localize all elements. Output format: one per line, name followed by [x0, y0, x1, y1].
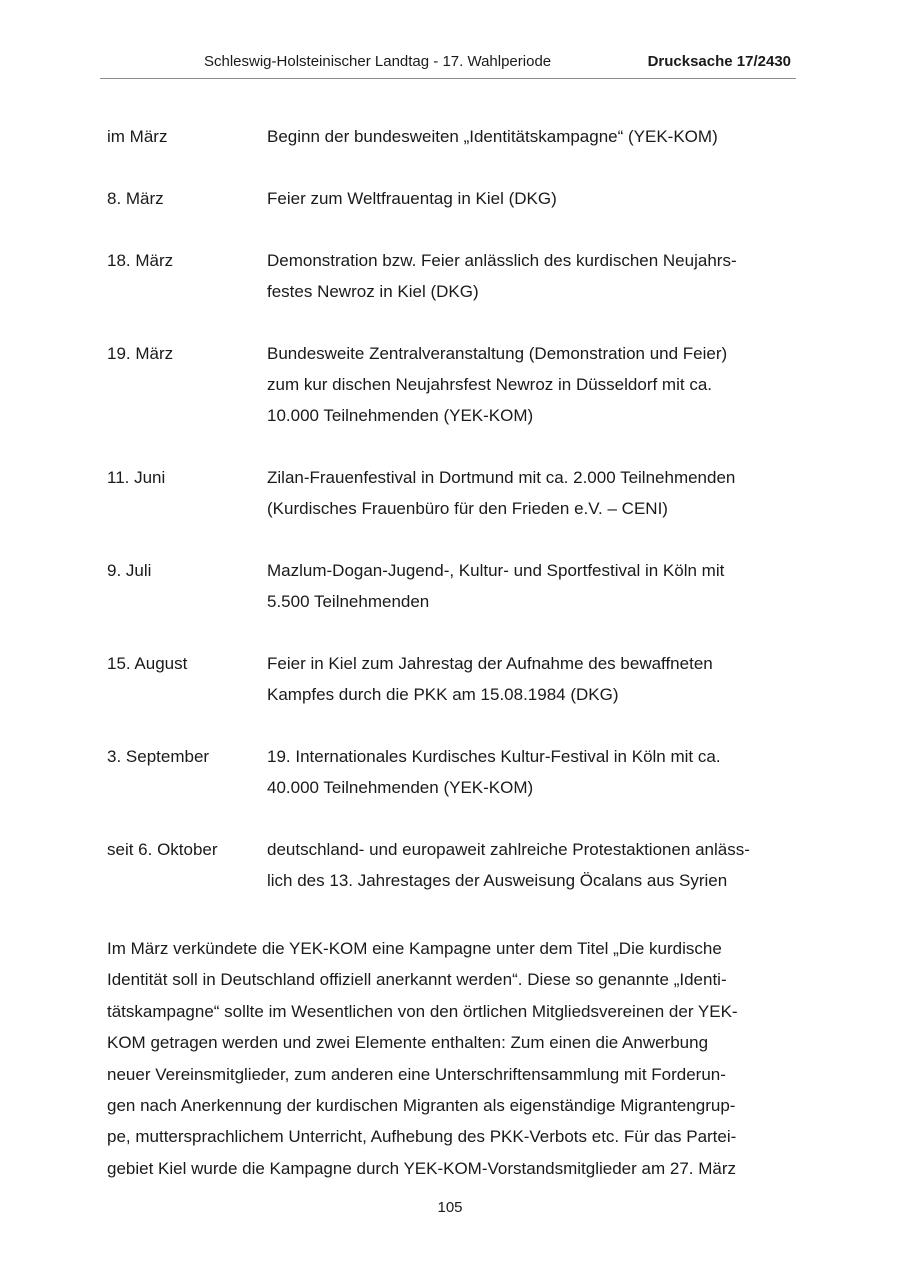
- event-description-line: 5.500 Teilnehmenden: [267, 592, 430, 611]
- paragraph-line: tätskampagne“ sollte im Wesentlichen von den örtlichen Mitgliedsvereinen der YEK-: [107, 1001, 738, 1021]
- event-row: [107, 648, 797, 710]
- body-paragraph: [107, 933, 797, 1184]
- event-description-line: zum kur dischen Neujahrsfest Newroz in Düsseldorf mit ca.: [267, 375, 712, 394]
- event-description-line: lich des 13. Jahrestages der Ausweisung Öcalans aus Syrien: [267, 871, 728, 890]
- event-description: [267, 245, 797, 307]
- event-description-line: 10.000 Teilnehmenden (YEK-KOM): [267, 406, 534, 425]
- event-date: 8. März: [107, 189, 164, 208]
- paragraph-line: gen nach Anerkennung der kurdischen Migranten als eigenständige Migrantengrup-: [107, 1096, 736, 1116]
- event-description-line: 19. Internationales Kurdisches Kultur-Festival in Köln mit ca.: [267, 747, 721, 766]
- page-number: 105: [437, 1199, 463, 1216]
- event-description-line: (Kurdisches Frauenbüro für den Frieden e.V. – CENI): [267, 499, 668, 518]
- event-description-line: 40.000 Teilnehmenden (YEK-KOM): [267, 778, 534, 797]
- event-date: 9. Juli: [107, 561, 152, 580]
- document-number: Drucksache 17/2430: [647, 53, 791, 70]
- event-date: 19. März: [107, 344, 174, 363]
- paragraph-line: gebiet Kiel wurde die Kampagne durch YEK-KOM-Vorstandsmitglieder am 27. März: [107, 1158, 736, 1178]
- event-description-line: Feier zum Weltfrauentag in Kiel (DKG): [267, 189, 557, 208]
- event-description-line: Demonstration bzw. Feier anlässlich des kurdischen Neujahrs-: [267, 251, 737, 270]
- event-description: [267, 121, 797, 152]
- event-row: [107, 834, 797, 896]
- page-header: [100, 52, 796, 79]
- event-date: im März: [107, 127, 168, 146]
- paragraph-line: KOM getragen werden und zwei Elemente enthalten: Zum einen die Anwerbung: [107, 1033, 709, 1053]
- event-row: [107, 245, 797, 307]
- event-description: [267, 183, 797, 214]
- event-date: 18. März: [107, 251, 174, 270]
- event-date: seit 6. Oktober: [107, 840, 218, 859]
- event-description-line: festes Newroz in Kiel (DKG): [267, 282, 479, 301]
- event-date: 15. August: [107, 654, 188, 673]
- event-row: [107, 555, 797, 617]
- event-description: [267, 338, 797, 431]
- paragraph-line: Identität soll in Deutschland offiziell anerkannt werden“. Diese so genannte „Identi-: [107, 970, 727, 990]
- event-description-line: Feier in Kiel zum Jahrestag der Aufnahme des bewaffneten: [267, 654, 713, 673]
- header-title: Schleswig-Holsteinischer Landtag - 17. Wahlperiode: [204, 53, 552, 70]
- event-list: [107, 121, 797, 927]
- event-description-line: Kampfes durch die PKK am 15.08.1984 (DKG): [267, 685, 619, 704]
- event-description-line: Beginn der bundesweiten „Identitätskampagne“ (YEK-KOM): [267, 127, 718, 146]
- event-row: [107, 741, 797, 803]
- event-row: [107, 121, 797, 152]
- event-description: [267, 834, 797, 896]
- event-description: [267, 741, 797, 803]
- event-row: [107, 338, 797, 431]
- event-description-line: Zilan-Frauenfestival in Dortmund mit ca. 2.000 Teilnehmenden: [267, 468, 736, 487]
- paragraph-line: neuer Vereinsmitglieder, zum anderen eine Unterschriftensammlung mit Forderun-: [107, 1064, 726, 1084]
- event-date: 3. September: [107, 747, 210, 766]
- event-description: [267, 462, 797, 524]
- event-description: [267, 555, 797, 617]
- event-description-line: Bundesweite Zentralveranstaltung (Demonstration und Feier): [267, 344, 728, 363]
- event-row: [107, 462, 797, 524]
- paragraph-line: pe, muttersprachlichem Unterricht, Aufhebung des PKK-Verbots etc. Für das Partei-: [107, 1127, 737, 1147]
- paragraph-line: Im März verkündete die YEK-KOM eine Kampagne unter dem Titel „Die kurdische: [107, 939, 722, 958]
- event-description: [267, 648, 797, 710]
- event-description-line: deutschland- und europaweit zahlreiche Protestaktionen anläss-: [267, 840, 750, 859]
- event-row: [107, 183, 797, 214]
- event-date: 11. Juni: [107, 468, 166, 487]
- event-description-line: Mazlum-Dogan-Jugend-, Kultur- und Sportfestival in Köln mit: [267, 561, 725, 580]
